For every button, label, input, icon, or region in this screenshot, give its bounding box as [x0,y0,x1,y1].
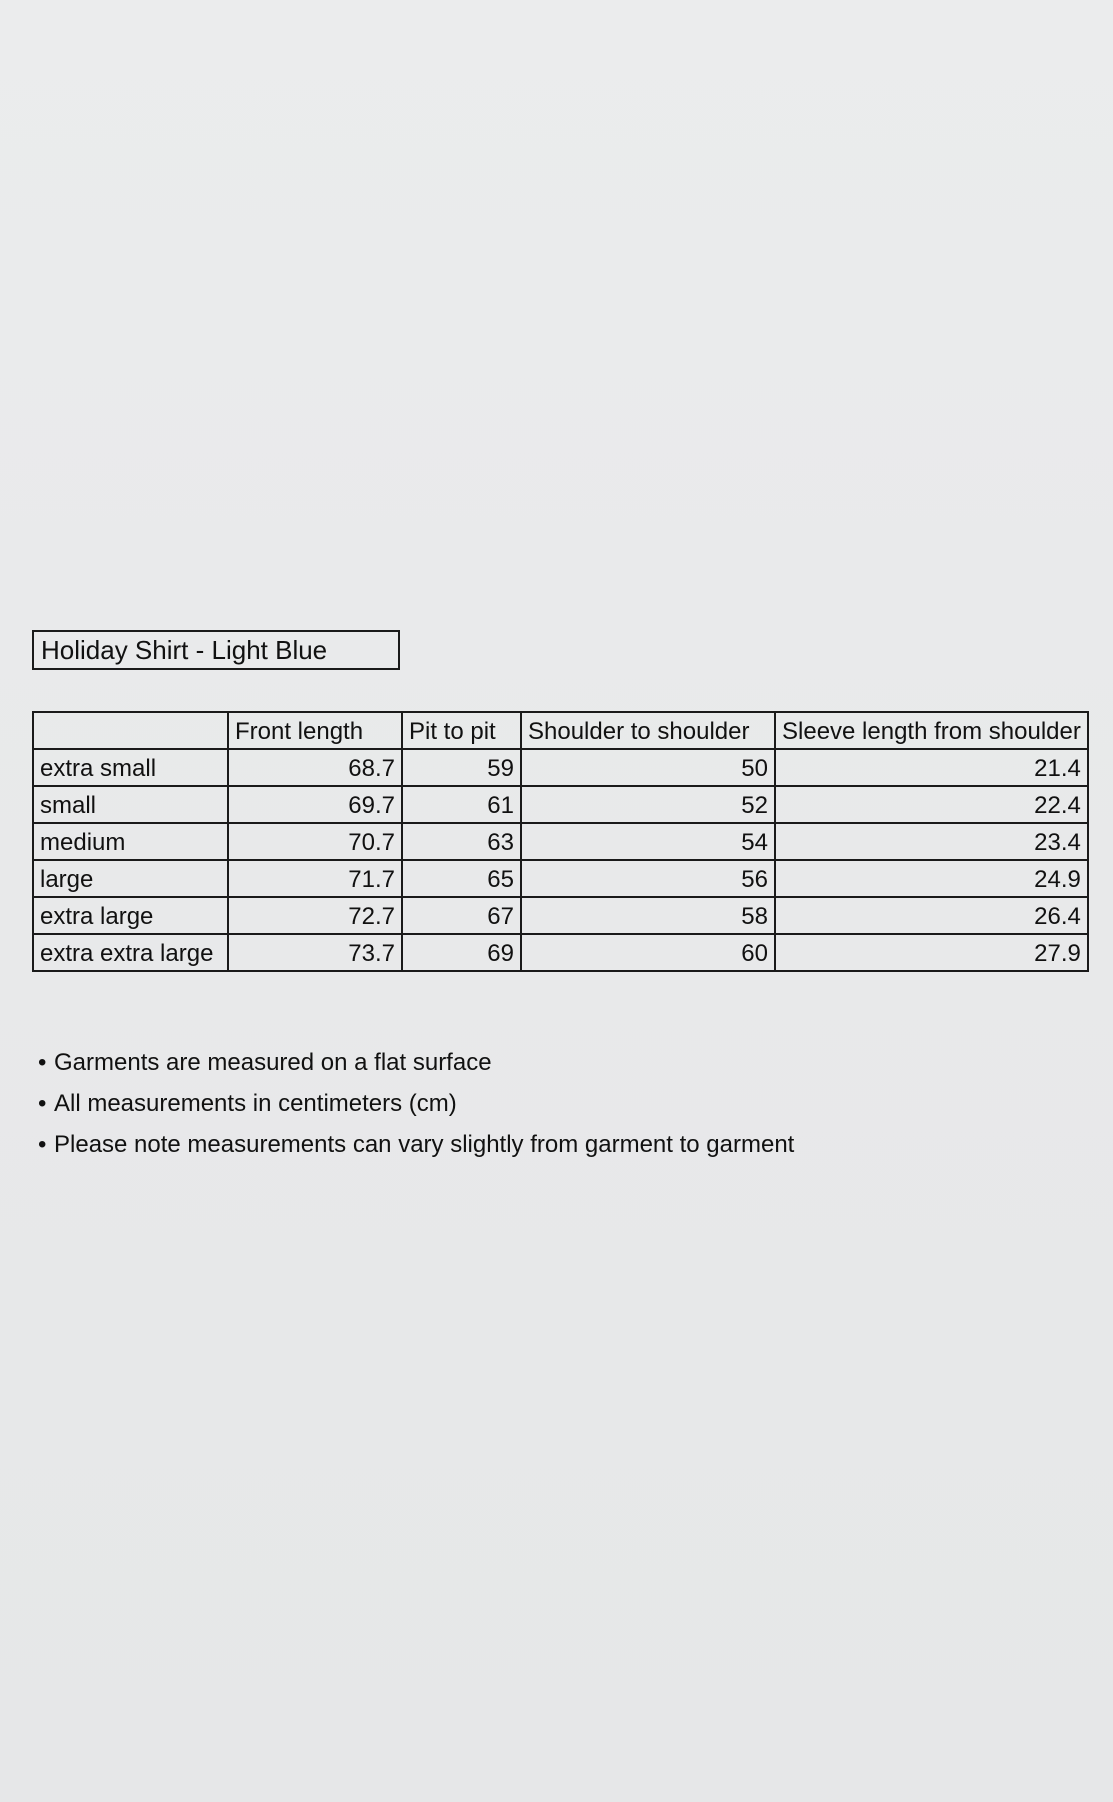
sleeve-length-value: 27.9 [775,934,1088,971]
table-row [33,786,1088,823]
pit-to-pit-value: 63 [402,823,521,860]
front-length-value: 70.7 [228,823,402,860]
size-label: large [33,860,228,897]
size-label: medium [33,823,228,860]
pit-to-pit-value: 65 [402,860,521,897]
shoulder-to-shoulder-value: 60 [521,934,775,971]
table-row [33,934,1088,971]
header-pit-to-pit: Pit to pit [402,712,521,749]
sleeve-length-value: 23.4 [775,823,1088,860]
header-sleeve-length: Sleeve length from shoulder [775,712,1088,749]
sleeve-length-value: 24.9 [775,860,1088,897]
header-front-length: Front length [228,712,402,749]
note-text: Please note measurements can vary slightly from garment to garment [54,1131,795,1158]
note-item [38,1128,794,1169]
shoulder-to-shoulder-value: 50 [521,749,775,786]
pit-to-pit-value: 59 [402,749,521,786]
front-length-value: 73.7 [228,934,402,971]
front-length-value: 69.7 [228,786,402,823]
front-length-value: 71.7 [228,860,402,897]
header-size-cell [33,712,228,749]
note-item [38,1046,794,1087]
sleeve-length-value: 26.4 [775,897,1088,934]
front-length-value: 68.7 [228,749,402,786]
shoulder-to-shoulder-value: 52 [521,786,775,823]
size-label: extra extra large [33,934,228,971]
table-row [33,860,1088,897]
pit-to-pit-value: 61 [402,786,521,823]
bullet-icon: • [38,1131,47,1158]
product-title: Holiday Shirt - Light Blue [32,630,400,670]
shoulder-to-shoulder-value: 56 [521,860,775,897]
sleeve-length-value: 22.4 [775,786,1088,823]
table-row [33,749,1088,786]
table-header-row [33,712,1088,749]
size-label: extra large [33,897,228,934]
shoulder-to-shoulder-value: 58 [521,897,775,934]
size-table [32,711,1089,972]
size-label: extra small [33,749,228,786]
shoulder-to-shoulder-value: 54 [521,823,775,860]
bullet-icon: • [38,1049,47,1076]
note-text: Garments are measured on a flat surface [54,1049,492,1076]
pit-to-pit-value: 67 [402,897,521,934]
measurement-notes [38,1046,794,1169]
bullet-icon: • [38,1090,47,1117]
table-row [33,823,1088,860]
front-length-value: 72.7 [228,897,402,934]
note-item [38,1087,794,1128]
table-row [33,897,1088,934]
size-label: small [33,786,228,823]
header-shoulder-to-shoulder: Shoulder to shoulder [521,712,775,749]
note-text: All measurements in centimeters (cm) [54,1090,457,1117]
sleeve-length-value: 21.4 [775,749,1088,786]
pit-to-pit-value: 69 [402,934,521,971]
